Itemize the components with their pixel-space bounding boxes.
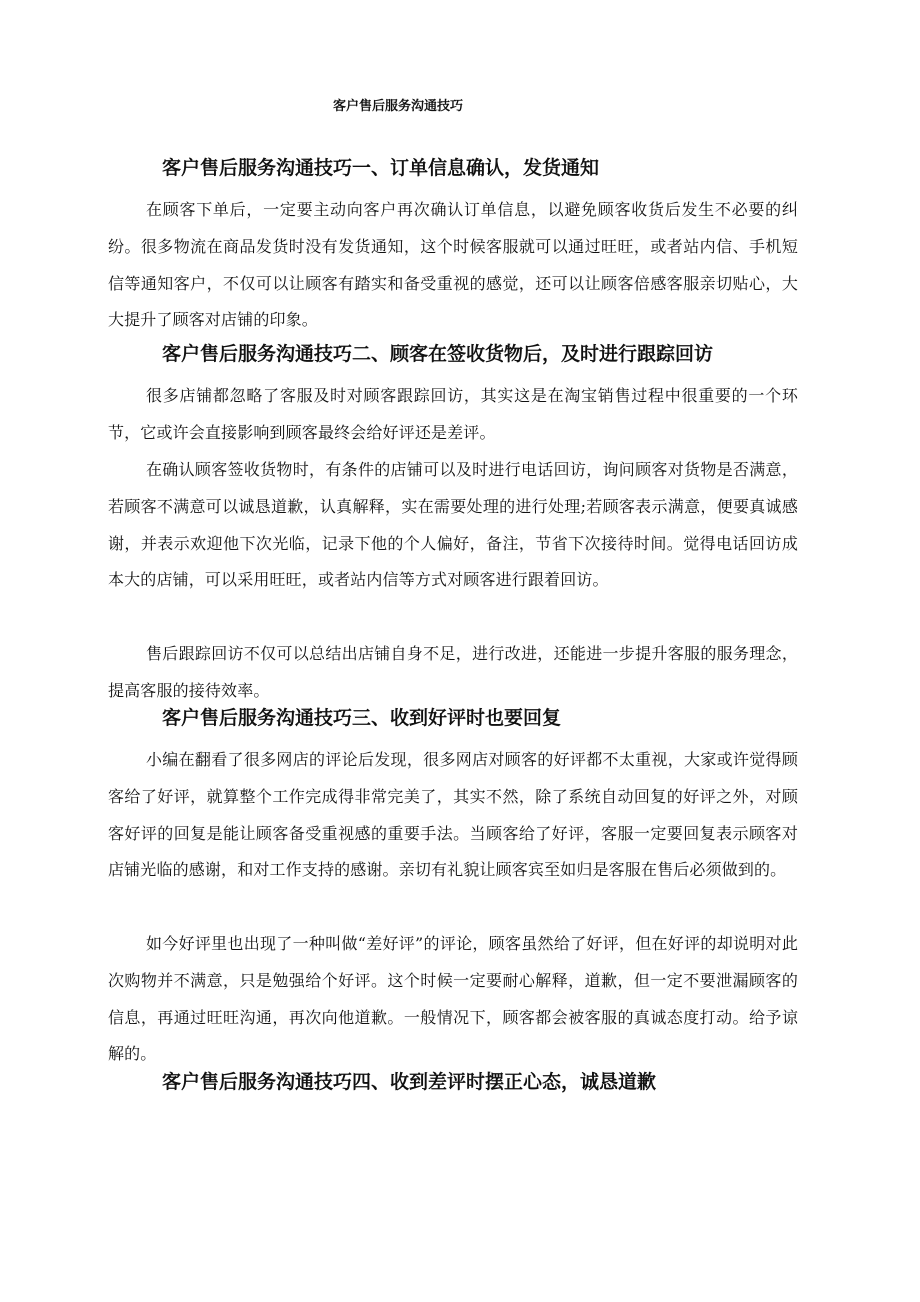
- section-2-paragraph-3: 售后跟踪回访不仅可以总结出店铺自身不足，进行改进，还能进一步提升客服的服务理念，提高客服的接待效率。: [108, 644, 798, 700]
- section-heading-3: 客户售后服务沟通技巧三、收到好评时也要回复: [162, 707, 562, 729]
- section-heading-4: 客户售后服务沟通技巧四、收到差评时摆正心态，诚恳道歉: [162, 1071, 657, 1093]
- section-1-paragraph-1: 在顾客下单后，一定要主动向客户再次确认订单信息，以避免顾客收货后发生不必要的纠纷。很多物流在商品发货时没有发货通知，这个时候客服就可以通过旺旺，或者站内信、手机短信等通知客户，不仅可以让顾客有踏实和备受重视的感觉，还可以让顾客倍感客服亲切贴心，大大提升了顾客对店铺的印象。: [108, 200, 798, 330]
- document-title: 客户售后服务沟通技巧: [333, 99, 464, 114]
- section-heading-1: 客户售后服务沟通技巧一、订单信息确认，发货通知: [162, 157, 600, 179]
- section-3-paragraph-1: 小编在翻看了很多网店的评论后发现，很多网店对顾客的好评都不太重视，大家或许觉得顾客给了好评，就算整个工作完成得非常完美了，其实不然，除了系统自动回复的好评之外，对顾客好评的回复是能让顾客备受重视感的重要手法。当顾客给了好评，客服一定要回复表示顾客对店铺光临的感谢，和对工作支持的感谢。亲切有礼貌让顾客宾至如归是客服在售后必须做到的。: [108, 750, 798, 880]
- section-3-paragraph-2: 如今好评里也出现了一种叫做“差好评”的评论，顾客虽然给了好评，但在好评的却说明对此次购物并不满意，只是勉强给个好评。这个时候一定要耐心解释，道歉，但一定不要泄漏顾客的信息，再通过旺旺沟通，再次向他道歉。一般情况下，顾客都会被客服的真诚态度打动。给予谅解的。: [108, 934, 798, 1064]
- section-heading-2: 客户售后服务沟通技巧二、顾客在签收货物后，及时进行跟踪回访: [162, 343, 714, 365]
- section-2-paragraph-2: 在确认顾客签收货物时，有条件的店铺可以及时进行电话回访，询问顾客对货物是否满意，若顾客不满意可以诚恳道歉，认真解释，实在需要处理的进行处理;若顾客表示满意，便要真诚感谢，并表示欢迎他下次光临，记录下他的个人偏好，备注，节省下次接待时间。觉得电话回访成本大的店铺，可以采用旺旺，或者站内信等方式对顾客进行跟着回访。: [108, 460, 798, 590]
- section-2-paragraph-1: 很多店铺都忽略了客服及时对顾客跟踪回访，其实这是在淘宝销售过程中很重要的一个环节，它或许会直接影响到顾客最终会给好评还是差评。: [108, 386, 798, 442]
